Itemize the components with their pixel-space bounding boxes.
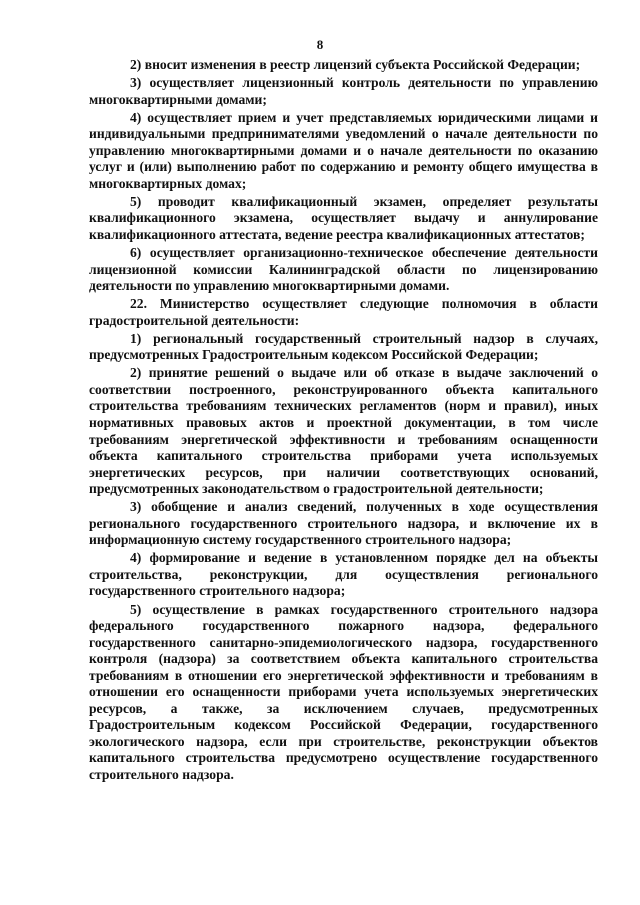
paragraph: 6) осуществляет организационно-техническое обеспечение деятельности лицензионной комиссии Калининградской области по лицензированию деятельности по управлению многоквартирными домами. bbox=[89, 245, 598, 294]
paragraph: 4) осуществляет прием и учет представляемых юридическими лицами и индивидуальными предпринимателями уведомлений о начале деятельности по управлению многоквартирными домами и о начале деятельности по оказанию услуг и (или) выполнению работ по содержанию и ремонту общего имущества в многоквартирных домах; bbox=[89, 109, 598, 191]
paragraph: 4) формирование и ведение в установленном порядке дел на объекты строительства, реконструкции, для осуществления регионального государственного строительного надзора; bbox=[89, 550, 598, 599]
paragraph: 2) вносит изменения в реестр лицензий субъекта Российской Федерации; bbox=[130, 57, 581, 72]
paragraph: 3) осуществляет лицензионный контроль деятельности по управлению многоквартирными домами; bbox=[89, 75, 598, 107]
page-number: 8 bbox=[316, 37, 324, 52]
paragraph: 2) принятие решений о выдаче или об отказе в выдаче заключений о соответствии построенного, реконструированного объекта капитального строительства требованиям технических регламентов (норм и правил), иных нормативных правовых актов и проектной документации, в том числе требованиям энергетической эффективности и требованиям оснащенности объекта капитального строительства приборами учета используемых энергетических ресурсов, при наличии соответствующих оснований, предусмотренных законодательством о градостроительной деятельности; bbox=[89, 365, 598, 497]
paragraph: 1) региональный государственный строительный надзор в случаях, предусмотренных Градостроительным кодексом Российской Федерации; bbox=[89, 330, 598, 363]
paragraph: 5) осуществление в рамках государственного строительного надзора федерального государственного пожарного надзора, федерального государственного санитарно-эпидемиологического надзора, государственного контроля (надзора) за соответствием объекта капитального строительства требованиям в отношении его энергетической эффективности и требованиям в отношении его оснащенности приборами учета используемых энергетических ресурсов, а также, за исключением случаев, предусмотренных Градостроительным кодексом Российской Федерации, государственного экологического надзора, если при строительстве, реконструкции объектов капитального строительства предусмотрено осуществление государственного строительного надзора. bbox=[89, 601, 598, 782]
paragraph: 22. Министерство осуществляет следующие полномочия в области градостроительной деятельности: bbox=[89, 296, 598, 328]
paragraph: 5) проводит квалификационный экзамен, определяет результаты квалификационного экзамена, осуществляет выдачу и аннулирование квалификационного аттестата, ведение реестра квалификационных аттестатов; bbox=[89, 193, 598, 242]
paragraph: 3) обобщение и анализ сведений, полученных в ходе осуществления регионального государственного строительного надзора, и включение их в информационную систему государственного строительного надзора; bbox=[89, 499, 598, 548]
document-body bbox=[89, 57, 598, 784]
